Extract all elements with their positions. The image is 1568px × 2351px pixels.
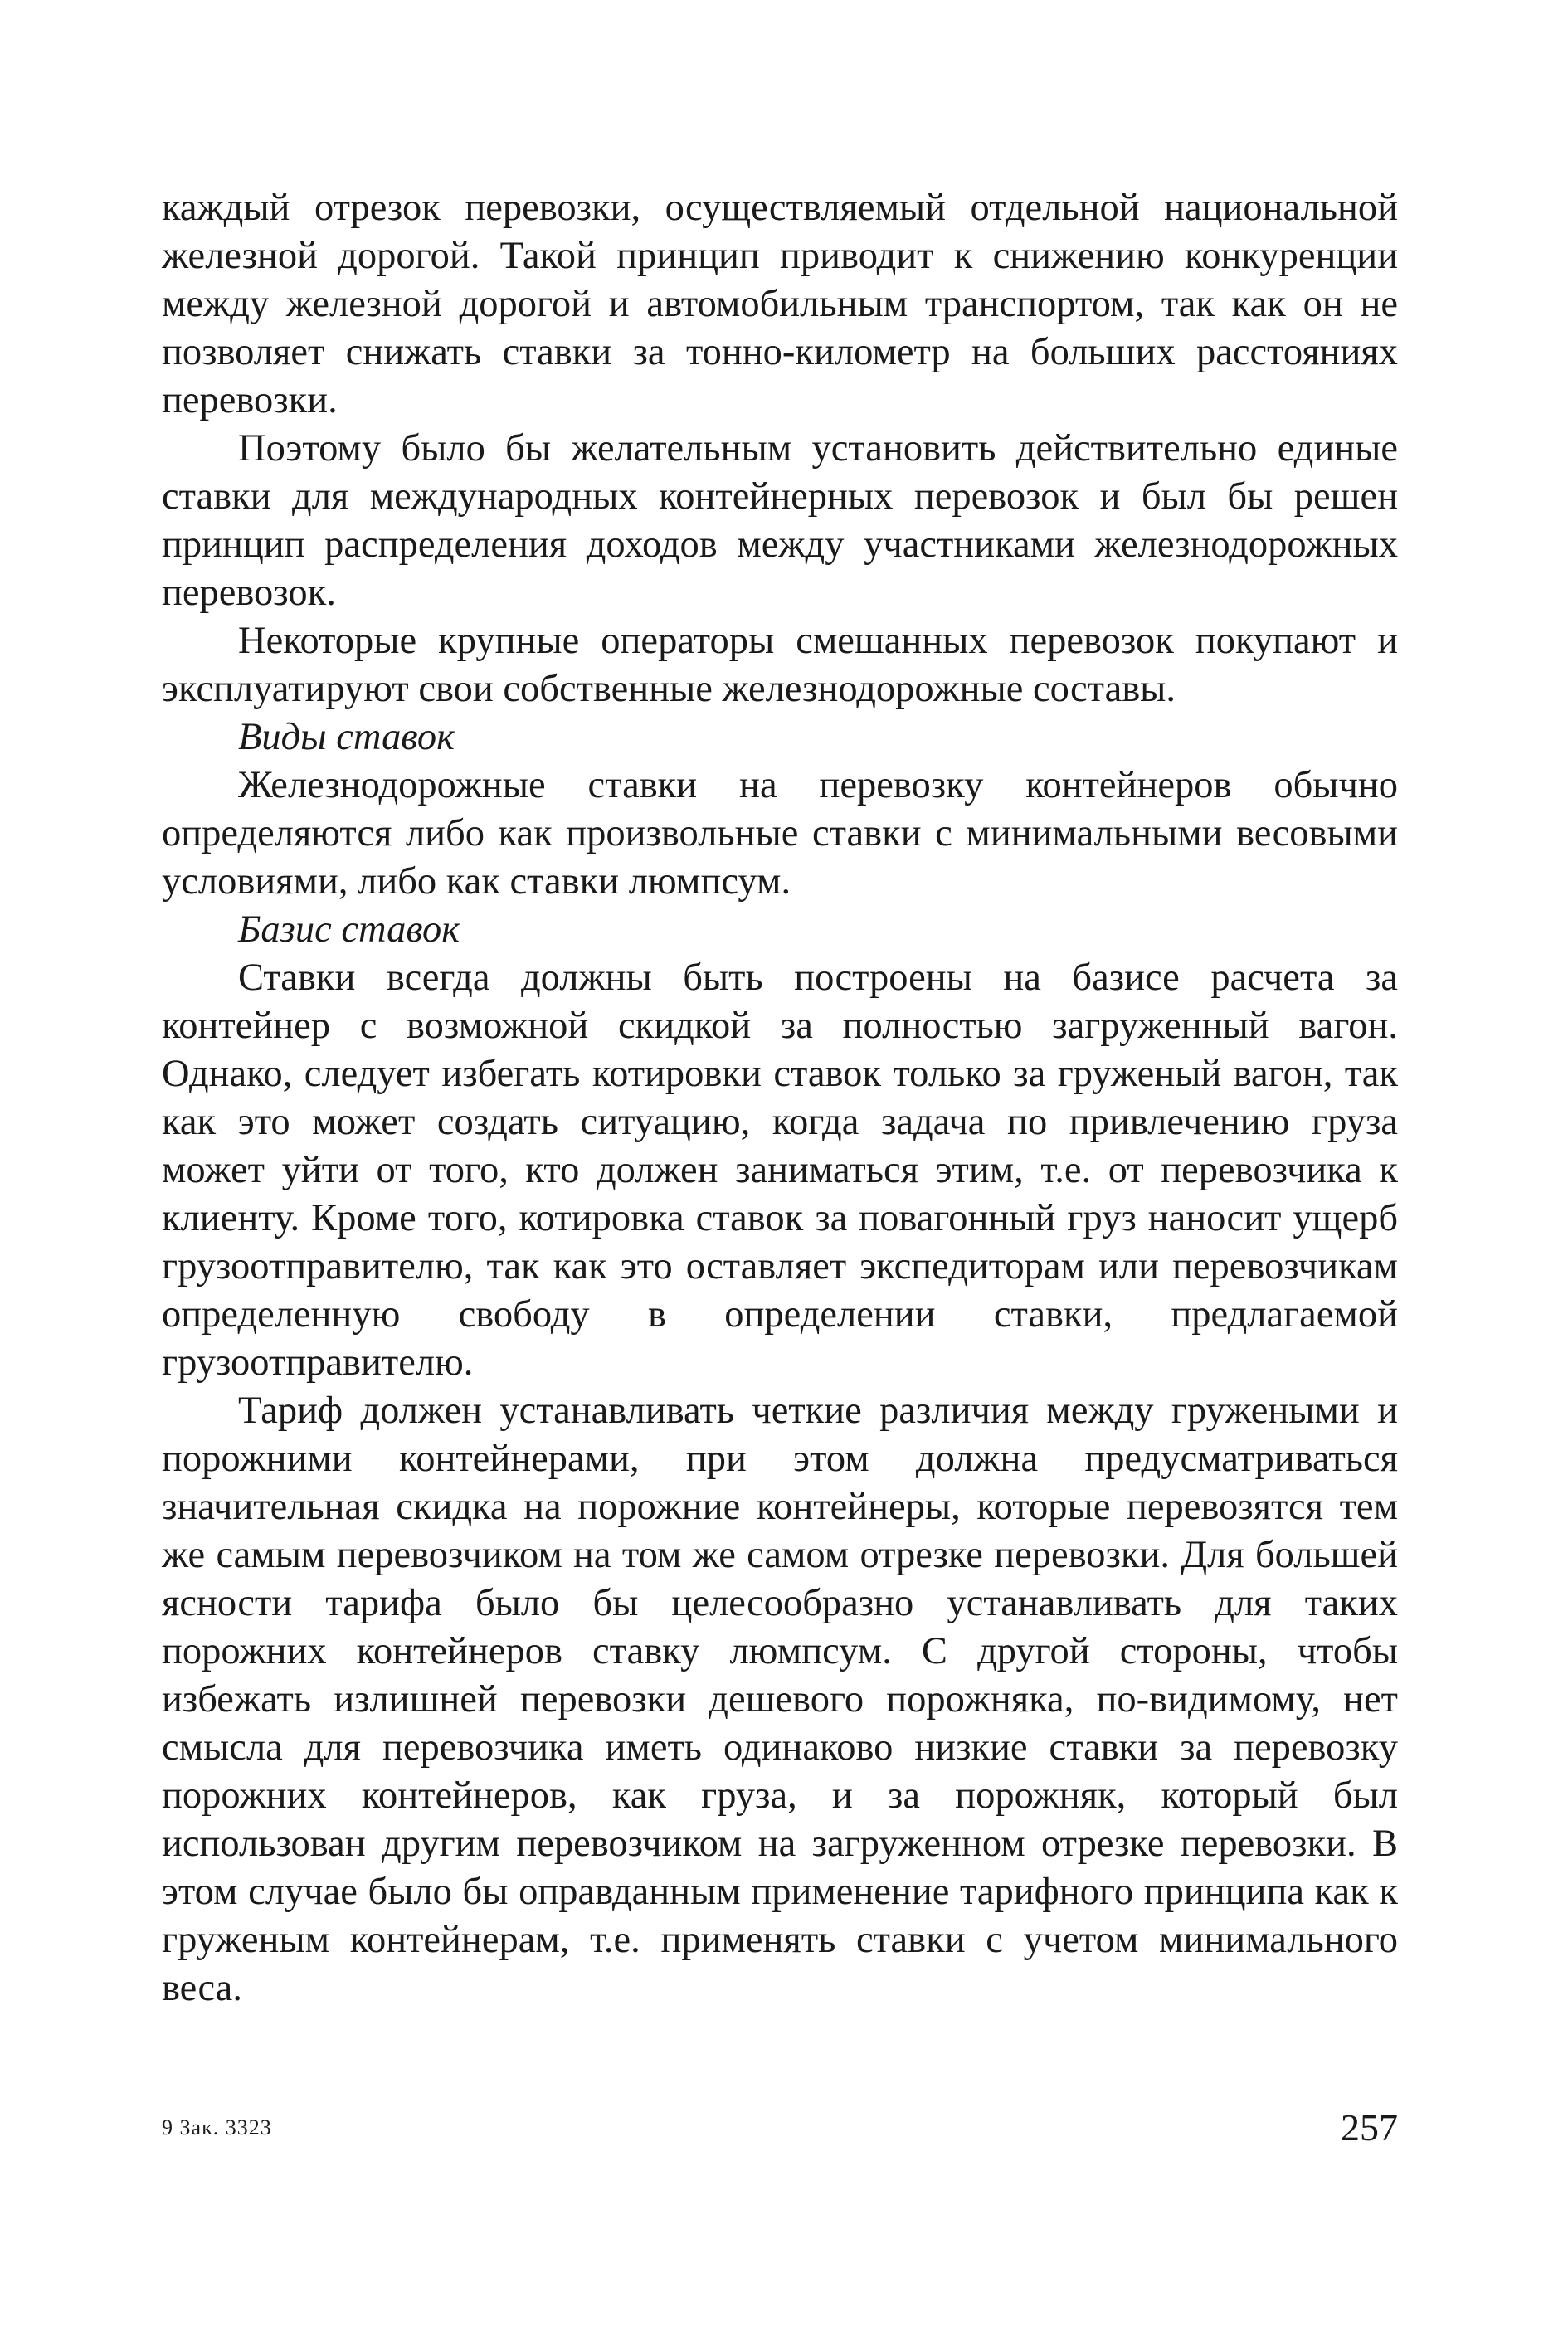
printer-signature: 9 Зак. 3323 <box>162 2115 272 2139</box>
paragraph-rate-basis: Ставки всегда должны быть построены на базисе расчета за контейнер с возможной скидкой за полностью загруженный вагон. Однако, следует избегать котировки ставок только за груженый вагон, так как это может создать ситуацию, когда задача по привлечению груза может уйти от того, кто должен заниматься этим, т.е. от перевозчика к клиенту. Кроме того, котировка ставок за повагонный груз наносит ущерб грузоотправителю, так как это оставляет экспедиторам или перевозчикам определенную свободу в определении ставки, предлагаемой грузоотправителю. <box>162 956 1398 1384</box>
paragraph-operators: Некоторые крупные операторы смешанных перевозок покупают и эксплуатируют свои собственные железнодорожные составы. <box>162 620 1398 710</box>
paragraph-unified-rates: Поэтому было бы желательным установить действительно единые ставки для международных контейнерных перевозок и был бы решен принцип распределения доходов между участниками железнодорожных перевозок. <box>162 427 1398 614</box>
page-footer <box>162 2105 1398 2147</box>
paragraph-tariff: Тариф должен устанавливать четкие различия между гружеными и порожними контейнерами, при этом должна предусматриваться значительная скидка на порожние контейнеры, которые перевозятся тем же самым перевозчиком на том же самом отрезке перевозки. Для большей ясности тарифа было бы целесообразно устанавливать для таких порожних контейнеров ставку люмпсум. С другой стороны, чтобы избежать излишней перевозки дешевого порожняка, по-видимому, нет смысла для перевозчика иметь одинаково низкие ставки за перевозку порожних контейнеров, как груза, и за порожняк, который был использован другим перевозчиком на загруженном отрезке перевозки. В этом случае было бы оправданным применение тарифного принципа как к груженым контейнерам, т.е. применять ставки с учетом минимального веса. <box>162 1390 1398 2009</box>
section-heading-rate-types: Виды ставок <box>238 716 455 758</box>
paragraph-continuation: каждый отрезок перевозки, осуществляемый отдельной национальной железной дорогой. Такой принцип приводит к снижению конкуренции между железной дорогой и автомобильным транспортом, так как он не позволяет снижать ставки за тонно-километр на больших расстояниях перевозки. <box>162 187 1398 421</box>
page-number: 257 <box>1341 2106 1398 2149</box>
page-body <box>162 184 1398 2013</box>
section-heading-rate-basis: Базис ставок <box>238 908 460 951</box>
paragraph-rate-types: Железнодорожные ставки на перевозку контейнеров обычно определяются либо как произвольные ставки с минимальными весовыми условиями, либо как ставки люмпсум. <box>162 764 1398 903</box>
